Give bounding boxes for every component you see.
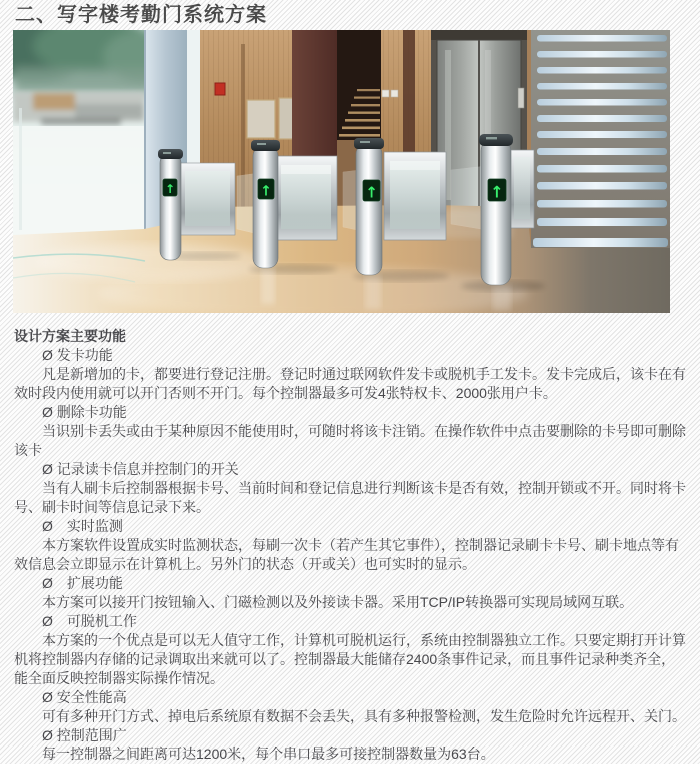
feature-bullet-4: Ø 实时监测	[42, 518, 123, 534]
construction-site	[13, 92, 145, 125]
slat-wall	[527, 30, 670, 248]
feature-body-5: 本方案可以接开门按钮输入、门磁检测以及外接读卡器。采用TCP/IP转换器可实现局域网互联。	[42, 594, 634, 610]
content	[14, 327, 688, 764]
feature-body-1: 凡是新增加的卡，都要进行登记注册。登记时通过联网软件发卡或脱机手工发卡。发卡完成后，该卡在有效时段内使用就可以开门否则不开门。每个控制器最多可发4张特权卡、2000张用户卡。	[14, 366, 686, 401]
speed-gate-pedestal	[253, 146, 278, 268]
feature-bullet-2: Ø 删除卡功能	[42, 404, 127, 420]
feature-bullet-3: Ø 记录读卡信息并控制门的开关	[42, 461, 239, 477]
speed-gate-pedestal	[481, 140, 511, 285]
lobby-photo-illustration	[13, 30, 670, 313]
card-reader-cap	[354, 138, 384, 149]
page-title: 二、写字楼考勤门系统方案	[15, 4, 267, 26]
feature-bullet-7: Ø 安全性能高	[42, 689, 127, 705]
feature-body-8: 每一控制器之间距离可达1200米，每个串口最多可接控制器数量为63台。	[42, 746, 495, 762]
feature-body-4: 本方案软件设置成实时监测状态，每刷一次卡（若产生其它事件），控制器记录刷卡卡号、刷卡地点等有效信息会立即显示在计算机上。另外门的状态（开或关）也可实时的显示。	[14, 537, 679, 572]
card-reader-cap	[479, 134, 513, 146]
entry-arrow-icon: ↑	[490, 182, 504, 202]
entry-arrow-icon: ↑	[164, 182, 176, 196]
entry-arrow-icon: ↑	[260, 183, 272, 200]
elevator-call-panel	[518, 88, 524, 108]
slat-baseboard	[533, 238, 668, 247]
wall-panel	[247, 100, 275, 138]
feature-body-6: 本方案的一个优点是可以无人值守工作，计算机可脱机运行，系统由控制器独立工作。只要定期打开计算机将控制器内存储的记录调取出来就可以了。控制器最大能储存2400条事件记录，而且事件记录种类齐全，能全面反映控制器实际操作情况。	[14, 632, 686, 686]
feature-bullet-8: Ø 控制范围广	[42, 727, 127, 743]
section-heading: 设计方案主要功能	[14, 328, 126, 344]
feature-body-7: 可有多种开门方式、掉电后系统原有数据不会丢失，具有多种报警检测，发生危险时允许远程开、关门。	[42, 708, 686, 724]
fire-alarm-box	[215, 83, 225, 95]
card-reader-cap	[251, 140, 280, 151]
window-mullion	[19, 108, 22, 230]
feature-body-3: 当有人刷卡后控制器根据卡号、当前时间和登记信息进行判断该卡是否有效，控制开锁或不开。同时将卡号、刷卡时间等信息记录下来。	[14, 480, 686, 515]
feature-bullet-6: Ø 可脱机工作	[42, 613, 137, 629]
entry-arrow-icon: ↑	[365, 183, 378, 202]
light-switch	[382, 90, 389, 97]
speed-gate-pedestal	[160, 154, 181, 260]
feature-body-2: 当识别卡丢失或由于某种原因不能使用时，可随时将该卡注销。在操作软件中点击要删除的卡号即可删除该卡	[14, 423, 686, 458]
light-switch	[391, 90, 398, 97]
speed-gate-pedestal	[356, 144, 382, 275]
feature-bullet-1: Ø 发卡功能	[42, 347, 113, 363]
feature-bullet-5: Ø 扩展功能	[42, 575, 123, 591]
lobby-photo	[13, 30, 670, 313]
